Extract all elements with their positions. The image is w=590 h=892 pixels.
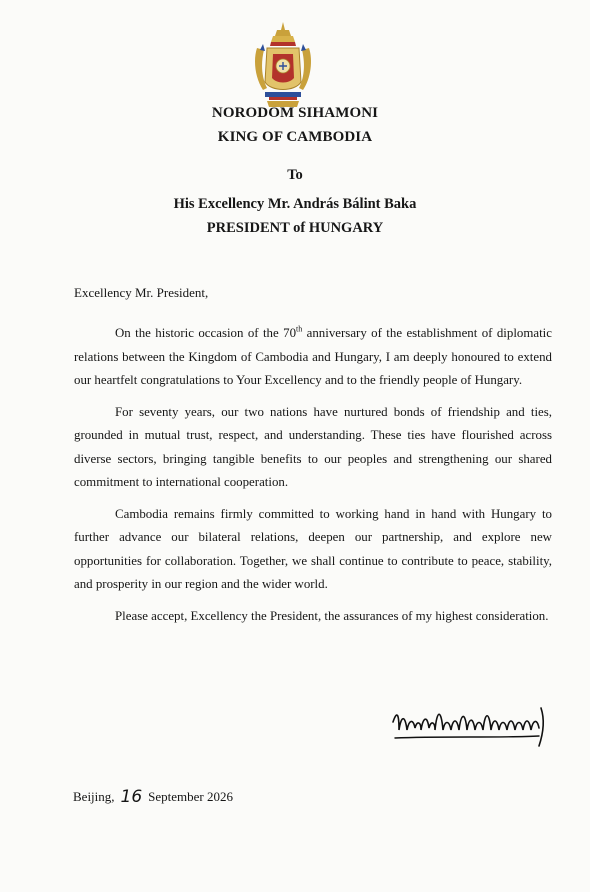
date-place: Beijing,: [73, 789, 115, 804]
sender-name: NORODOM SIHAMONI: [211, 105, 379, 121]
addressee-title: PRESIDENT of HUNGARY: [206, 220, 384, 236]
paragraph-4: Please accept, Excellency the President, the assurances of my highest consideration.: [115, 608, 549, 623]
paragraph-1: On the historic occasion of the 70th anniversary of the establishment of diplomatic relations between the Kingdom of Cambodia and Hungary, I am deeply honoured to extend our heartfelt congratulations to Your Excellency and to the friendly people of Hungary.: [74, 324, 552, 387]
date-month-year: September 2026: [148, 789, 234, 804]
paragraph-2: For seventy years, our two nations have nurtured bonds of friendship and ties, grounded in mutual trust, respect, and understanding. These ties have flourished across diverse sectors, bringing tangible benefits to our peoples and strengthening our shared commitment to international cooperation.: [74, 404, 552, 489]
date-day: 16: [120, 787, 143, 807]
addressee-name: His Excellency Mr. András Bálint Baka: [173, 196, 417, 212]
royal-coat-of-arms-emblem: [251, 20, 315, 112]
letter-body: [74, 322, 552, 636]
sender-title: KING OF CAMBODIA: [217, 129, 373, 145]
salutation: Excellency Mr. President,: [74, 285, 209, 300]
addressee-to: To: [287, 167, 303, 183]
paragraph-3: Cambodia remains firmly committed to working hand in hand with Hungary to further advance our bilateral relations, deepen our partnership, and explore new opportunities for collaboration. Together, we shall continue to contribute to peace, stability, and prosperity in our region and the wider world.: [74, 506, 552, 591]
date-line: [73, 786, 233, 806]
handwritten-signature: [391, 700, 553, 750]
